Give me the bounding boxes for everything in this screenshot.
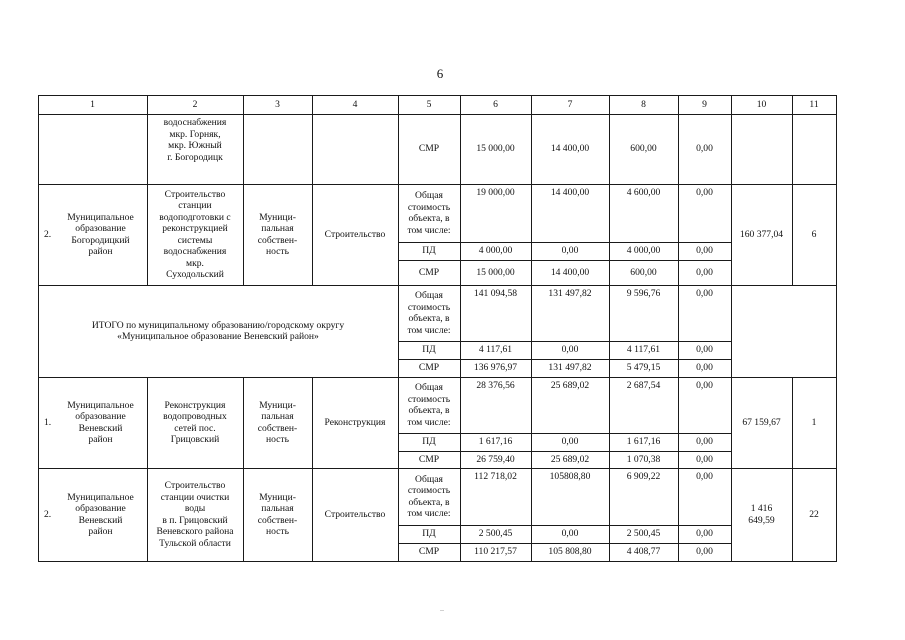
table-rule [792, 114, 793, 185]
ownership: Муници- пальная собствен- ность [257, 211, 298, 257]
cost-value: 25 689,02 [550, 380, 590, 391]
table-rule [836, 468, 837, 562]
row-number: 2. [44, 228, 52, 240]
cost-type-label: СМР [418, 143, 440, 155]
cost-value: 0,00 [561, 436, 579, 448]
cost-value: 112 718,02 [474, 471, 517, 482]
cost-type-label: СМР [418, 266, 440, 278]
cost-value: 14 400,00 [550, 187, 590, 198]
column-header: 6 [493, 98, 498, 110]
table-rule [38, 285, 39, 378]
cost-value: 4 600,00 [626, 187, 661, 198]
cost-value: 0,00 [696, 453, 713, 465]
cost-value: 0,00 [696, 288, 713, 299]
cost-type-label: Общая стоимость объекта, в том числе: [407, 190, 451, 236]
cost-value: 25 689,02 [550, 453, 590, 465]
cost-type-label: Общая стоимость объекта, в том числе: [407, 382, 451, 428]
table-rule [312, 184, 313, 286]
work-type: Строительство [324, 508, 386, 520]
table-rule [398, 184, 399, 286]
table-rule [731, 377, 732, 469]
cost-value: 4 000,00 [626, 245, 661, 257]
table-rule [398, 95, 399, 115]
table-rule [609, 184, 610, 286]
ownership: Муници- пальная собствен- ность [257, 491, 298, 537]
table-rule [398, 359, 732, 360]
itogo-label: ИТОГО по муниципальному образованию/городскому округу «Муниципальное образование Веневский район» [91, 319, 345, 342]
cost-value: 141 094,58 [473, 288, 518, 299]
table-rule [460, 377, 461, 469]
table-rule [609, 377, 610, 469]
table-rule [312, 468, 313, 562]
table-rule [609, 114, 610, 185]
table-rule [147, 377, 148, 469]
cost-value: 0,00 [696, 266, 713, 278]
table-rule [836, 377, 837, 469]
cost-type-label: Общая стоимость объекта, в том числе: [407, 473, 451, 519]
column-header: 9 [702, 98, 707, 110]
table-rule [398, 543, 732, 544]
table-rule [38, 95, 837, 96]
scan-mark: .. [440, 604, 444, 613]
cost-value: 4 408,77 [626, 546, 661, 558]
column-header: 5 [426, 98, 432, 110]
table-rule [609, 95, 610, 115]
table-rule [398, 341, 732, 342]
table-rule [38, 377, 837, 378]
table-rule [398, 114, 399, 185]
cost-type-label: ПД [422, 436, 436, 448]
column-header: 10 [756, 98, 767, 110]
work-type: Реконструкция [324, 416, 386, 428]
table-rule [38, 285, 837, 286]
cost-value: 0,00 [561, 344, 579, 356]
table-rule [836, 285, 837, 378]
object-name: водоснабжения мкр. Горняк, мкр. Южный г. Богородицк [163, 117, 227, 163]
cost-value: 600,00 [630, 143, 657, 155]
cost-value: 2 687,54 [626, 380, 661, 391]
cost-value: 15 000,00 [476, 143, 515, 155]
table-rule [398, 451, 732, 452]
table-rule [531, 285, 532, 378]
table-rule [678, 377, 679, 469]
cost-type-label: СМР [418, 546, 440, 558]
table-rule [38, 184, 39, 286]
cost-value: 131 497,82 [548, 362, 592, 374]
cost-value: 131 497,82 [548, 288, 592, 299]
table-rule [398, 260, 732, 261]
row-number: 1. [44, 416, 52, 428]
column-header: 4 [352, 98, 358, 110]
table-rule [243, 114, 244, 185]
table-rule [792, 468, 793, 562]
table-rule [678, 184, 679, 286]
table-rule [460, 285, 461, 378]
column-header: 3 [275, 98, 280, 110]
cost-value: 0,00 [696, 380, 713, 391]
table-rule [243, 377, 244, 469]
table-rule [243, 95, 244, 115]
cost-type-label: СМР [418, 362, 440, 374]
cost-value: 0,00 [696, 436, 713, 448]
table-rule [398, 285, 399, 378]
municipality: Муниципальное образование Веневский район [67, 399, 134, 445]
cost-value: 14 400,00 [550, 143, 590, 155]
table-rule [243, 184, 244, 286]
table-rule [731, 184, 732, 286]
cost-value: 105 808,80 [548, 546, 592, 558]
table-rule [609, 285, 610, 378]
table-rule [147, 114, 148, 185]
table-rule [312, 114, 313, 185]
table-rule [38, 114, 837, 115]
cost-value: 4 117,61 [626, 344, 661, 356]
cost-type-label: ПД [422, 344, 436, 356]
page-number: 6 [436, 66, 444, 81]
table-rule [38, 468, 39, 562]
table-rule [792, 184, 793, 286]
table-rule [398, 433, 732, 434]
table-rule [731, 468, 732, 562]
cost-value: 1 617,16 [478, 436, 513, 448]
table-rule [398, 525, 732, 526]
cost-value: 2 500,45 [626, 528, 661, 540]
table-rule [312, 95, 313, 115]
table-rule [531, 468, 532, 562]
cost-value: 19 000,00 [476, 187, 515, 198]
table-rule [531, 114, 532, 185]
table-rule [243, 468, 244, 562]
table-rule [678, 95, 679, 115]
total-cost: 160 377,04 [739, 228, 784, 240]
cost-value: 4 117,61 [478, 344, 513, 356]
cost-value: 0,00 [696, 546, 713, 558]
table-rule [531, 377, 532, 469]
table-rule [678, 468, 679, 562]
object-count: 1 [811, 416, 817, 428]
municipality: Муниципальное образование Веневский район [67, 491, 134, 537]
table-rule [38, 184, 837, 185]
cost-value: 0,00 [696, 528, 713, 540]
cost-value: 105808,80 [549, 471, 591, 482]
table-rule [398, 377, 399, 469]
cost-type-label: ПД [422, 528, 436, 540]
table-rule [731, 95, 732, 115]
table-rule [678, 285, 679, 378]
table-rule [38, 114, 39, 185]
ownership: Муници- пальная собствен- ность [257, 399, 298, 445]
table-rule [398, 242, 732, 243]
cost-value: 0,00 [696, 187, 713, 198]
column-header: 1 [90, 98, 95, 110]
total-cost: 1 416 649,59 [748, 503, 775, 526]
table-rule [38, 95, 39, 115]
table-rule [147, 95, 148, 115]
cost-value: 600,00 [630, 266, 657, 278]
cost-value: 136 976,97 [473, 362, 518, 374]
table-rule [460, 184, 461, 286]
table-rule [792, 377, 793, 469]
column-header: 8 [641, 98, 646, 110]
cost-value: 0,00 [561, 245, 579, 257]
cost-value: 1 617,16 [626, 436, 661, 448]
cost-value: 0,00 [561, 528, 579, 540]
cost-value: 28 376,56 [476, 380, 515, 391]
table-rule [147, 184, 148, 286]
cost-value: 15 000,00 [476, 266, 515, 278]
total-cost: 67 159,67 [742, 416, 781, 428]
table-rule [836, 95, 837, 115]
table-rule [531, 95, 532, 115]
cost-value: 0,00 [696, 245, 713, 257]
column-header: 11 [809, 98, 819, 110]
table-rule [678, 114, 679, 185]
object-count: 22 [809, 508, 819, 520]
column-header: 2 [192, 98, 198, 110]
cost-type-label: СМР [418, 453, 440, 465]
table-rule [836, 184, 837, 286]
cost-value: 0,00 [696, 143, 713, 155]
table-rule [312, 377, 313, 469]
table-rule [531, 184, 532, 286]
table-rule [38, 377, 39, 469]
table-rule [460, 114, 461, 185]
cost-value: 0,00 [696, 471, 713, 482]
table-rule [836, 114, 837, 185]
table-rule [731, 285, 732, 378]
table-rule [792, 95, 793, 115]
table-rule [460, 95, 461, 115]
cost-value: 5 479,15 [626, 362, 661, 374]
cost-type-label: Общая стоимость объекта, в том числе: [407, 290, 451, 336]
cost-value: 4 000,00 [478, 245, 513, 257]
object-name: Строительство станции водоподготовки с реконструкцией системы водоснабжения мкр. Суходольский [159, 188, 231, 280]
municipality: Муниципальное образование Богородицкий район [67, 211, 134, 257]
cost-value: 0,00 [696, 344, 713, 356]
cost-value: 2 500,45 [478, 528, 513, 540]
table-rule [731, 114, 732, 185]
table-rule [609, 468, 610, 562]
cost-value: 6 909,22 [626, 471, 661, 482]
column-header: 7 [567, 98, 573, 110]
object-count: 6 [811, 228, 817, 240]
work-type: Строительство [324, 228, 386, 240]
cost-value: 1 070,38 [626, 453, 661, 465]
cost-value: 26 759,40 [476, 453, 515, 465]
cost-value: 14 400,00 [550, 266, 590, 278]
cost-value: 110 217,57 [474, 546, 517, 558]
cost-value: 0,00 [696, 362, 713, 374]
table-rule [147, 468, 148, 562]
object-name: Реконструкция водопроводных сетей пос. Грицовский [163, 399, 227, 445]
object-name: Строительство станции очистки воды в п. Грицовский Веневского района Тульской области [156, 480, 234, 549]
row-number: 2. [44, 508, 52, 520]
cost-value: 9 596,76 [626, 288, 661, 299]
table-rule [38, 561, 837, 562]
table-rule [398, 468, 399, 562]
cost-type-label: ПД [422, 245, 436, 257]
table-rule [38, 468, 837, 469]
table-rule [460, 468, 461, 562]
